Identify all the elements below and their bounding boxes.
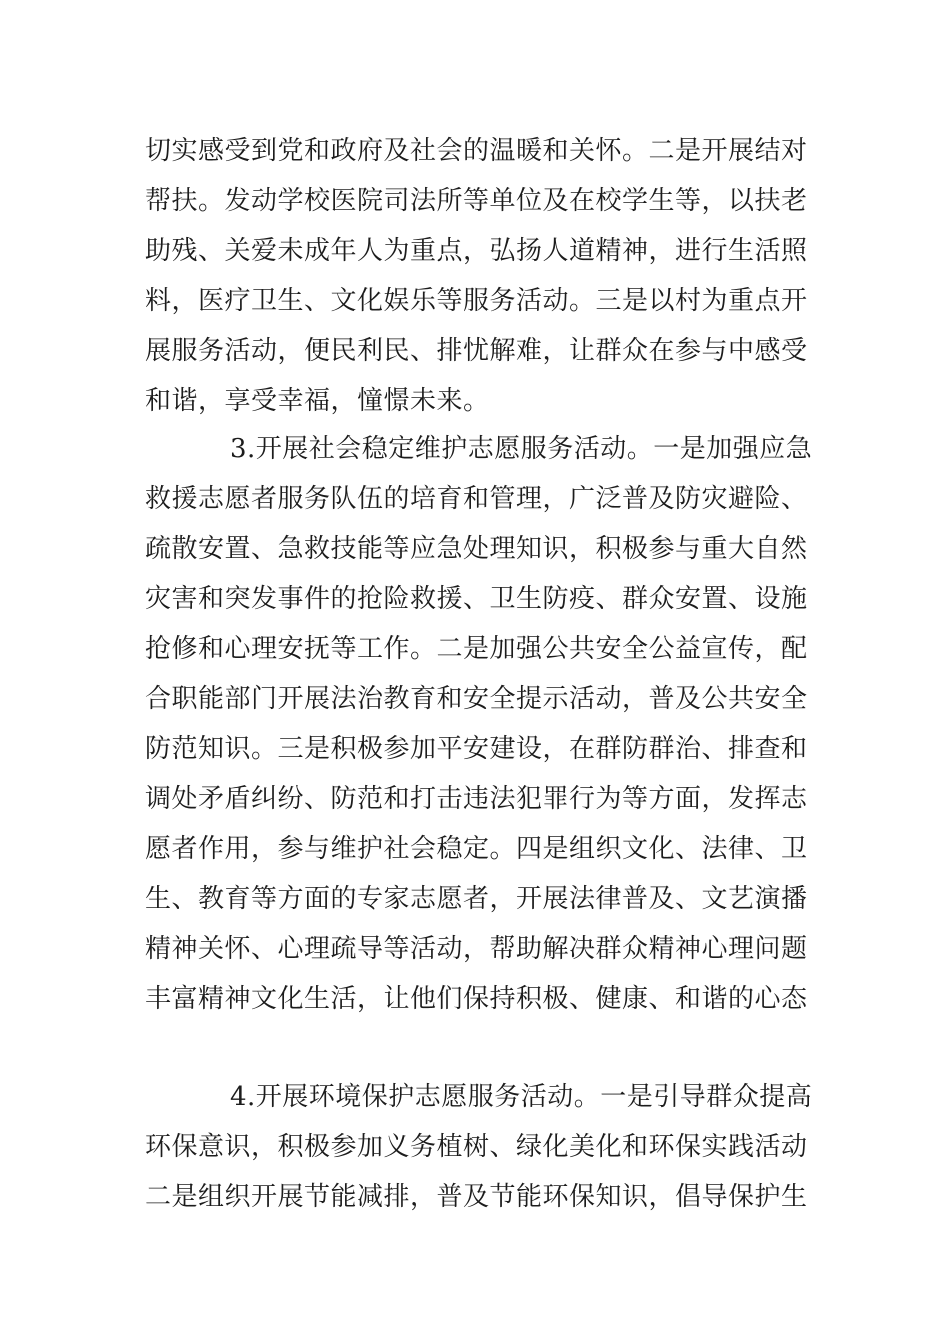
text-line: 抢修和心理安抚等工作。二是加强公共安全公益宣传，配 xyxy=(145,634,808,664)
text-line: 救援志愿者服务队伍的培育和管理，广泛普及防灾避险、 xyxy=(145,484,808,514)
text-line: 防范知识。三是积极参加平安建设，在群防群治、排查和 xyxy=(145,734,808,764)
text-line: 展服务活动，便民利民、排忧解难，让群众在参与中感受 xyxy=(145,336,808,366)
text-line: 二是组织开展节能减排，普及节能环保知识，倡导保护生 xyxy=(145,1182,808,1212)
section-heading-line: 4.开展环境保护志愿服务活动。一是引导群众提高 xyxy=(230,1082,813,1112)
text-line: 切实感受到党和政府及社会的温暖和关怀。二是开展结对 xyxy=(145,136,808,166)
section-heading-line: 3.开展社会稳定维护志愿服务活动。一是加强应急 xyxy=(230,434,813,464)
text-line: 丰富精神文化生活，让他们保持积极、健康、和谐的心态 xyxy=(145,984,808,1014)
text-line: 合职能部门开展法治教育和安全提示活动，普及公共安全 xyxy=(145,684,808,714)
text-line: 疏散安置、急救技能等应急处理知识，积极参与重大自然 xyxy=(145,534,808,564)
text-line: 灾害和突发事件的抢险救援、卫生防疫、群众安置、设施 xyxy=(145,584,808,614)
text-line: 调处矛盾纠纷、防范和打击违法犯罪行为等方面，发挥志 xyxy=(145,784,808,814)
text-line: 生、教育等方面的专家志愿者，开展法律普及、文艺演播 xyxy=(145,884,808,914)
text-line: 愿者作用，参与维护社会稳定。四是组织文化、法律、卫 xyxy=(145,834,808,864)
text-line: 助残、关爱未成年人为重点，弘扬人道精神，进行生活照 xyxy=(145,236,808,266)
text-line: 环保意识，积极参加义务植树、绿化美化和环保实践活动 xyxy=(145,1132,808,1162)
text-line: 和谐，享受幸福，憧憬未来。 xyxy=(145,386,490,416)
text-line: 精神关怀、心理疏导等活动，帮助解决群众精神心理问题 xyxy=(145,934,808,964)
text-line: 料，医疗卫生、文化娱乐等服务活动。三是以村为重点开 xyxy=(145,286,808,316)
text-line: 帮扶。发动学校医院司法所等单位及在校学生等，以扶老 xyxy=(145,186,808,216)
